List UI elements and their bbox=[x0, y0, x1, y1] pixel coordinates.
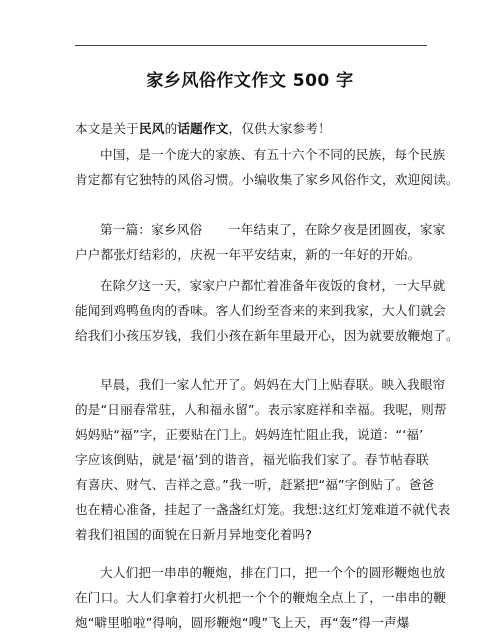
intro-suffix: ，仅供大家参考！ bbox=[228, 121, 331, 136]
paragraph-line: 也在精心准备，挂起了一盏盏红灯笼。我想:这红灯笼难道不就代表 bbox=[75, 502, 451, 517]
paragraph-4 bbox=[75, 372, 451, 547]
intro-prefix: 本文是关于 bbox=[75, 121, 139, 136]
header-rule bbox=[75, 45, 427, 46]
paragraph-line: 给我们小孩压岁钱，我们小孩在新年里最开心，因为就要放鞭炮了。 bbox=[75, 328, 459, 343]
paragraph-line: 字应该倒贴，就是‘福’到的谐音，福光临我们家了。春节帖春联 bbox=[75, 452, 429, 467]
paragraph-line: 户户都张灯结彩的，庆祝一年平安结束，新的一年好的开始。 bbox=[75, 247, 421, 262]
paragraph-line: 在除夕这一天，家家户户都忙着准备年夜饭的食材，一大早就 bbox=[100, 278, 446, 293]
paragraph-line: 能闻到鸡鸭鱼肉的香味。客人们纷至沓来的来到我家，大人们就会 bbox=[75, 303, 447, 318]
paragraph-3 bbox=[75, 273, 459, 348]
paragraph-5 bbox=[75, 560, 447, 635]
document-title: 家乡风俗作文作文 500 字 bbox=[146, 71, 354, 91]
paragraph-line: 着我们祖国的面貌在日新月异地变化着吗? bbox=[75, 527, 313, 542]
paragraph-line: 第一篇：家乡风俗 一年结束了，在除夕夜是团圆夜，家家 bbox=[100, 222, 446, 237]
paragraph-line: 在门口。大人们拿着打火机把一个个的鞭炮全点上了，一串串的鞭 bbox=[75, 590, 447, 605]
intro-line bbox=[75, 116, 433, 141]
intro-mid: 的 bbox=[164, 121, 178, 136]
paragraph-line: 炮“噼里啪啦”得响，圆形鞭炮“嗖”飞上天，再“轰”得一声爆 bbox=[75, 615, 410, 630]
paragraph-1 bbox=[75, 142, 459, 192]
paragraph-line: 早晨，我们一家人忙开了。妈妈在大门上贴春联。映入我眼帘 bbox=[100, 377, 446, 392]
paragraph-line: 肯定都有它独特的风俗习惯。小编收集了家乡风俗作文，欢迎阅读。 bbox=[75, 172, 459, 187]
paragraph-2 bbox=[75, 217, 446, 267]
intro-keyword-topic: 话题作文 bbox=[177, 121, 229, 136]
paragraph-line: 大人们把一串串的鞭炮，排在门口，把一个个的圆形鞭炮也放 bbox=[100, 565, 446, 580]
paragraph-line: 妈妈贴“福”字，正要贴在门上。妈妈连忙阻止我，说道：“‘福’ bbox=[75, 427, 424, 442]
paragraph-line: 有喜庆、财气、吉祥之意。”我一听，赶紧把“福”字倒贴了。爸爸 bbox=[75, 477, 435, 492]
paragraph-line: 中国，是一个庞大的家族、有五十六个不同的民族，每个民族 bbox=[100, 147, 446, 162]
intro-keyword-minfeng: 民风 bbox=[138, 121, 165, 136]
paragraph-line: 的是“日丽春常驻，人和福永留”。表示家庭祥和幸福。我呢，则帮 bbox=[75, 402, 447, 417]
